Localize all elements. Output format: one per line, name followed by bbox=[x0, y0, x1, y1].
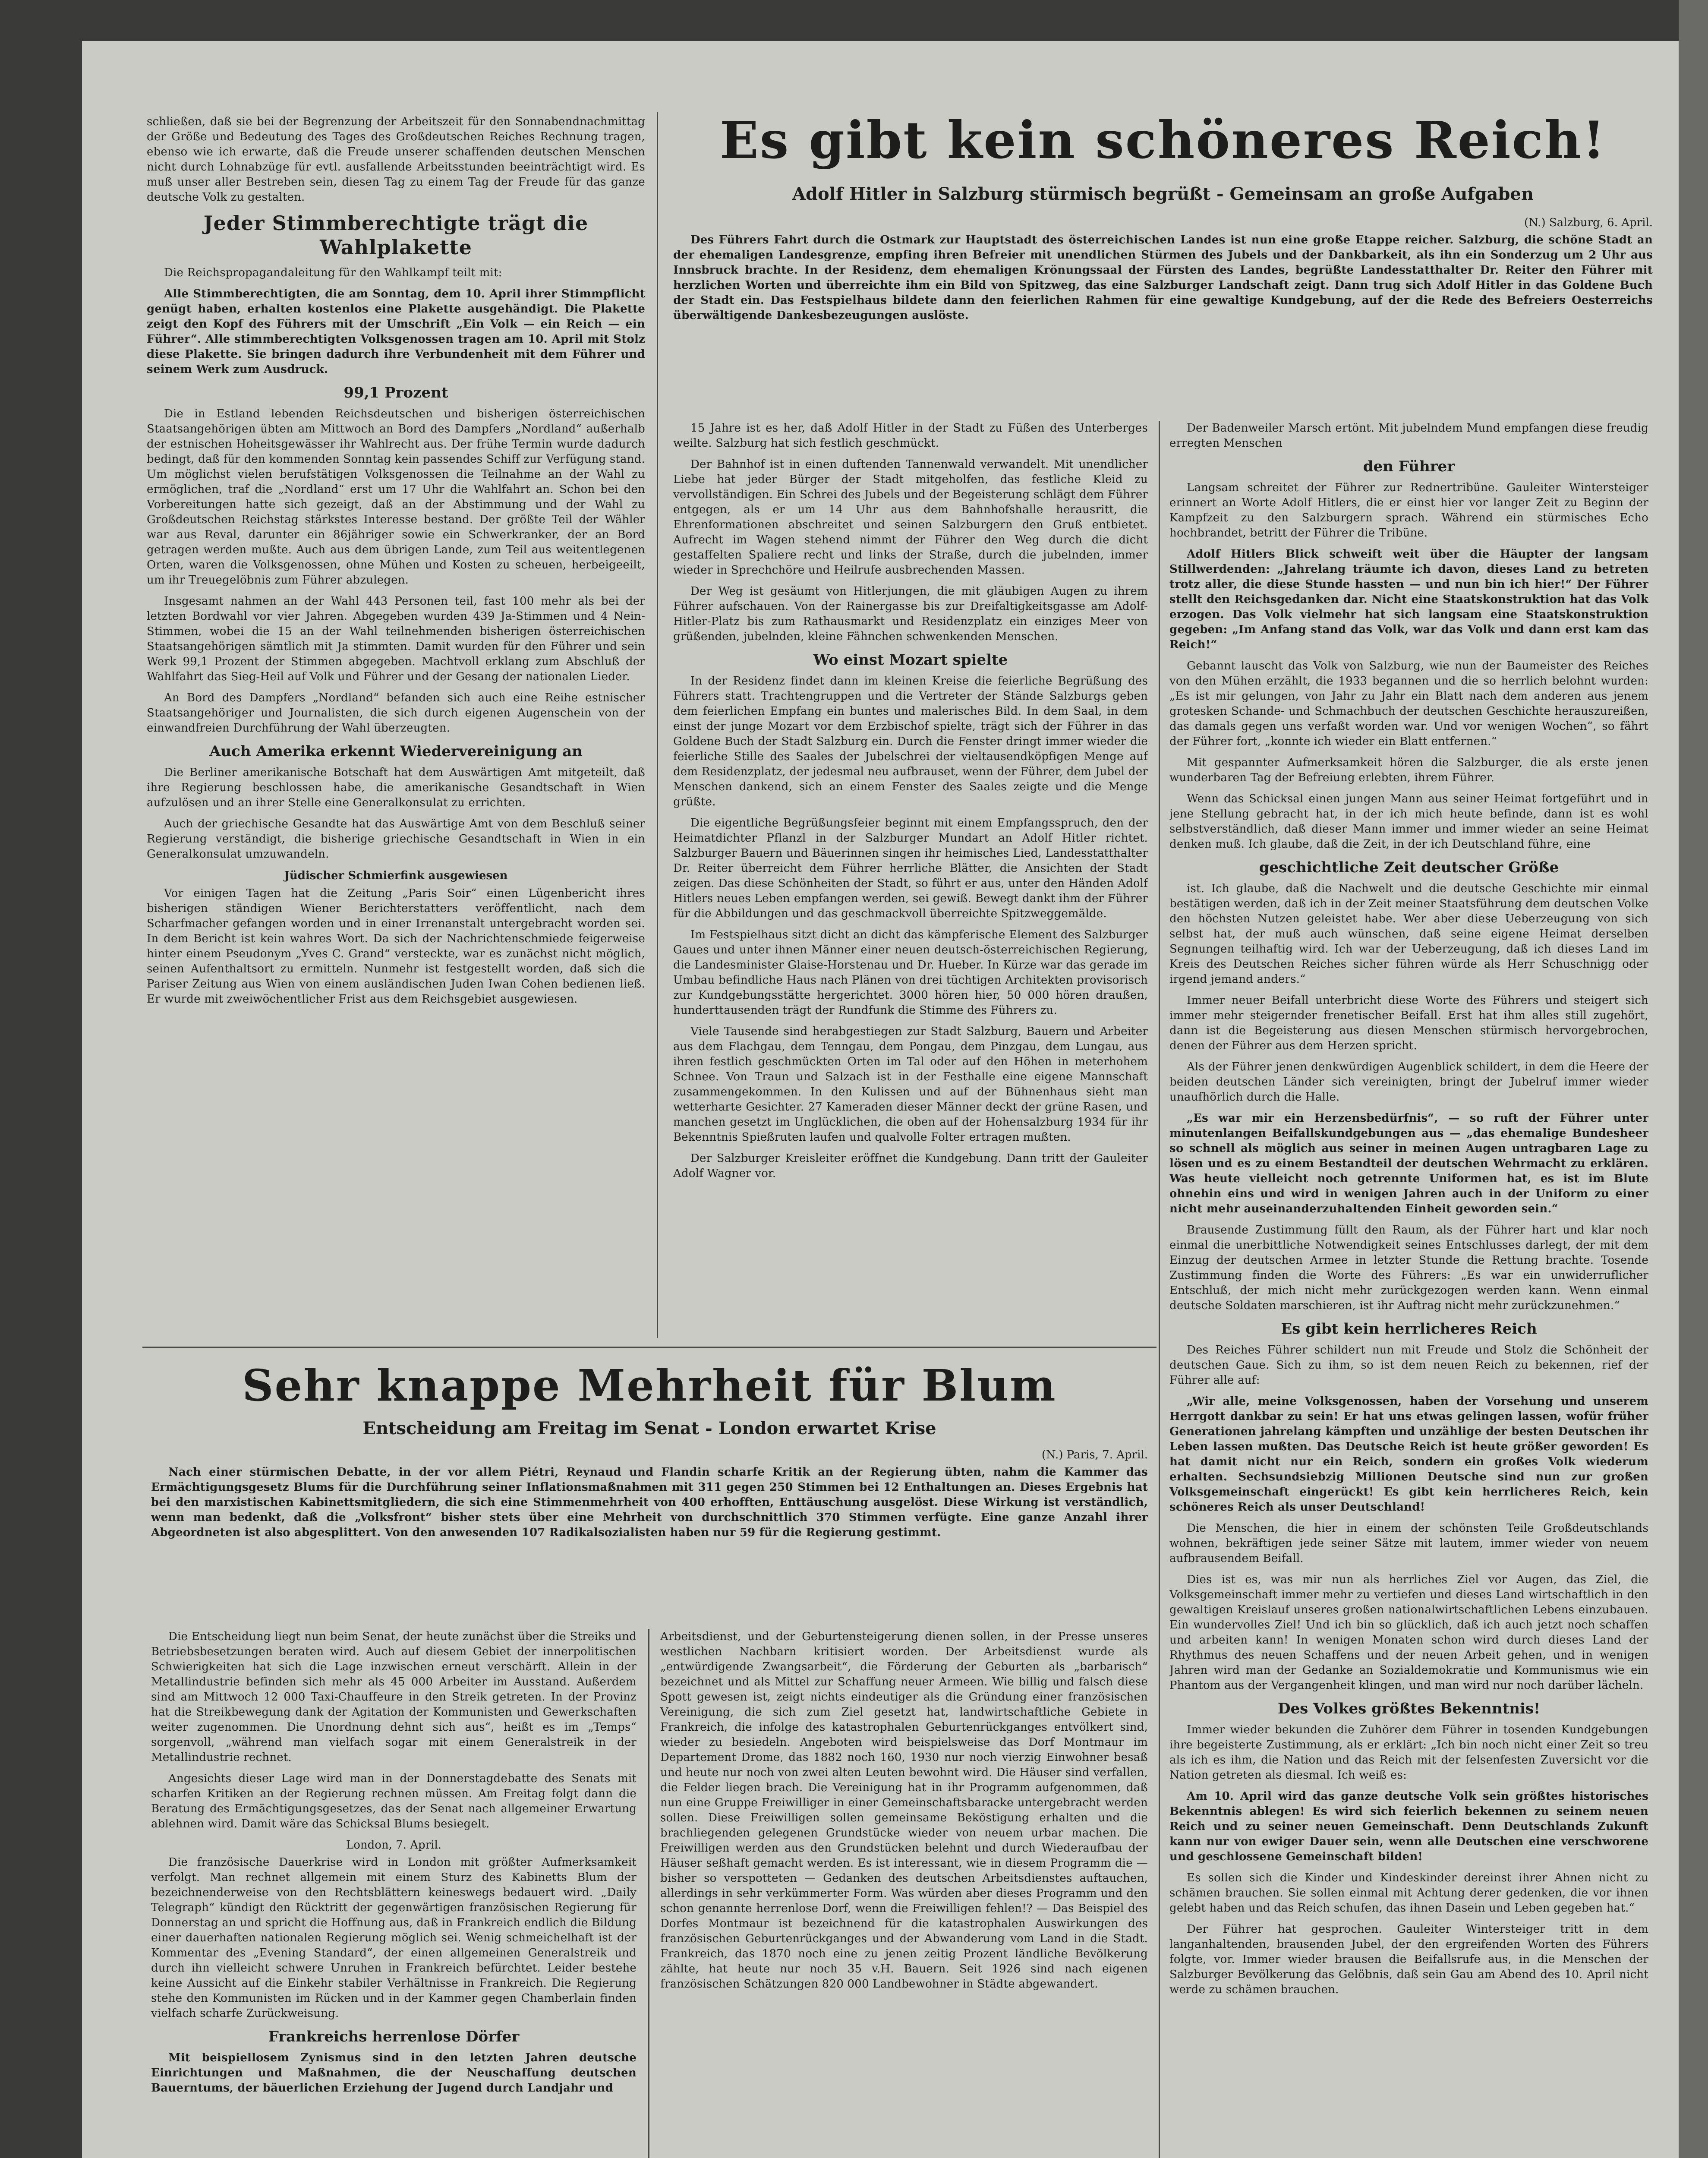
main-headline: Es gibt kein schöneres Reich! bbox=[719, 110, 1607, 170]
headline-amerika: Auch Amerika erkennt Wiedervereinigung an bbox=[209, 743, 583, 760]
main-c2-p9: Als der Führer jenen denkwürdigen Augenblick schildert, in dem die Heere der beiden deutschen Länder sich vereinigten, bringt der Jubelruf immer wieder unaufhörlich durch die Halle. bbox=[1169, 1060, 1648, 1104]
headline-mozart: Wo einst Mozart spielte bbox=[813, 651, 1008, 669]
main-c2-p1: Der Badenweiler Marsch ertönt. Mit jubelndem Mund empfangen diese freudig erregten Menschen bbox=[1169, 422, 1648, 450]
main-c2-p2: Langsam schreitet der Führer zur Rednertribüne. Gauleiter Wintersteiger erinnert an Worte Adolf Hitlers, die er einst hier vor langer Zeit zu Beginn der Kampfzeit zu den Salzburgern sprach. Während ein stürmisches Echo hochbrandet, betritt der Führer die Tribüne. bbox=[1169, 481, 1648, 540]
blum-lead-paragraph: Nach einer stürmischen Debatte, in der vor allem Piétri, Reynaud und Flandin scharfe Kritik an der Regierung übten, nahm die Kammer das Ermächtigungsgesetz Blums für die Durchführung seiner Inflationsmaßnahmen mit 311 gegen 250 Stimmen bei 12 Enthaltungen an. Dieses Ergebnis hat bei den marxistischen Kabinettsmitgliedern, die sich eine Stimmenmehrheit von 400 erhofften, Enttäuschung ausgelöst. Diese Wirkung ist verständlich, wenn man bedenkt, daß die „Volksfront“ bisher stets über eine Mehrheit von durchschnittlich 370 Stimmen verfügte. Eine ganze Anzahl ihrer Abgeordneten ist also abgesplittert. Von den anwesenden 107 Radikalsozialisten haben nur 59 für die Regierung gestimmt. bbox=[151, 1466, 1148, 1539]
main-c1-p5: Die eigentliche Begrüßungsfeier beginnt mit einem Empfangsspruch, den der Heimatdichter Pflanzl in der Salzburger Mundart an Adolf Hitler richtet. Salzburger Bauern und Bäuerinnen singen ihr heimisches Lied, Landesstatthalter Dr. Reiter überreicht dem Führer herrliche Blätter, die Ansichten der Stadt zeigen. Das diese Schönheiten der Stadt, so führt er aus, unter den Händen Adolf Hitlers neues Leben empfangen werden, sei gewiß. Bewegt dankt ihm der Führer für die Abbildungen und das geschmackvoll überreichte Spitzweggemälde. bbox=[673, 817, 1148, 920]
estland-paragraph-3: An Bord des Dampfers „Nordland“ befanden sich auch eine Reihe estnischer Staatsangehöriger und Journalisten, die sich durch eigenen Augenschein von der einwandfreien Durchführung der Wahl überzeugten. bbox=[147, 691, 645, 735]
main-c2-p3: Adolf Hitlers Blick schweift weit über die Häupter der langsam Stillwerdenden: „Jahrelang träumte ich davon, dieses Land zu betreten trotz aller, die diese Stunde hassten — und nun bin ich hier!“ Der Führer stellt den Reichsgedanken dar. Nicht eine Staatskonstruktion hat das Volk erzogen. Das Volk vielmehr hat sich langsam eine Staatskonstruktion gegeben: „Im Anfang stand das Volk, war das Volk und dann erst kam das Reich!“ bbox=[1169, 548, 1648, 651]
main-c2-p8: Immer neuer Beifall unterbricht diese Worte des Führers und steigert sich immer mehr steigernder frenetischer Beifall. Erst hat ihm alles still zugehört, dann ist die Begeisterung aus diesen Menschen stürmisch hervorgebrochen, denen der Führer aus dem Herzen spricht. bbox=[1169, 994, 1648, 1052]
main-column-2 bbox=[1169, 421, 1648, 2158]
main-dateline: (N.) Salzburg, 6. April. bbox=[1524, 216, 1653, 229]
main-c1-p7: Viele Tausende sind herabgestiegen zur Stadt Salzburg, Bauern und Arbeiter aus dem Flachgau, dem Tenngau, dem Pongau, dem Pinzgau, dem Lungau, aus ihren festlich geschmückten Orten im Tal oder auf den Höhen in meterhohem Schnee. Von Traun und Salzach ist in der Festhalle eine eigene Mannschaft zusammengekommen. In den Kulissen und auf der Bühnenhaus sieht man wetterharte Gesichter. 27 Kameraden dieser Männer deckt der grüne Rasen, und manchen gesetzt im Unglücklichen, die oben auf der Hohensalzburg 1934 für ihr Bekenntnis Spießruten laufen und qualvolle Folter ertragen mußten. bbox=[673, 1025, 1148, 1144]
page-edge bbox=[1679, 0, 1708, 2158]
headline-groesstes-bekenntnis: Des Volkes größtes Bekenntnis! bbox=[1277, 1700, 1541, 1717]
main-c2-p13: „Wir alle, meine Volksgenossen, haben der Vorsehung und unserem Herrgott dankbar zu sein! Er hat uns etwas gelingen lassen, wofür früher Generationen jahrelang kämpften und unzählige der besten Deutschen ihr Leben lassen mußten. Das Deutsche Reich ist heute größer geworden! Es hat damit nicht nur ein Reich, sondern ein großes Volk wiederum erhalten. Sechsundsiebzig Millionen Deutsche sind nun zur großen Volksgemeinschaft eingerückt! Es gibt kein herrlicheres Reich, kein schöneres Reich als unser Deutschland! bbox=[1169, 1395, 1648, 1514]
main-c2-p16: Immer wieder bekunden die Zuhörer dem Führer in tosenden Kundgebungen ihre begeisterte Zustimmung, als er erklärt: „Ich bin noch nicht einer Zeit so treu als ich es ihm, die Nation und das Reich mit der felsenfesten Zuversicht vor die Nation getreten als diesmal. Ich weiß es: bbox=[1169, 1723, 1648, 1782]
amerika-paragraph-2: Auch der griechische Gesandte hat das Auswärtige Amt von dem Beschluß seiner Regierung verständigt, die bisherige griechische Gesandtschaft in Wien in ein Generalkonsulat umzuwandeln. bbox=[147, 817, 645, 861]
blum-c1-p2: Angesichts dieser Lage wird man in der Donnerstagdebatte des Senats mit scharfen Kritiken an der Regierung rechnen müssen. Am Freitag folgt dann die Beratung des Ermächtigungsgesetzes, das der Senat nach allgemeiner Erwartung ablehnen wird. Damit wäre das Schicksal Blums besiegelt. bbox=[151, 1772, 637, 1830]
column-rule-main bbox=[1159, 421, 1160, 2158]
main-column-1 bbox=[673, 421, 1148, 1340]
wahlplakette-body: Alle Stimmberechtigten, die am Sonntag, dem 10. April ihrer Stimmpflicht genügt haben, erhalten kostenlos eine Plakette ausgehändigt. Die Plakette zeigt den Kopf des Führers mit der Umschrift „Ein Volk — ein Reich — ein Führer“. Alle stimmberechtigten Volksgenossen tragen am 10. April mit Stolz diese Plakette. Sie bringen dadurch ihre Verbundenheit mit dem Führer und seinem Werk zum Ausdruck. bbox=[147, 287, 645, 376]
blum-c2-p1: Arbeitsdienst, und der Geburtensteigerung dienen sollen, in der Presse unseres westlichen Nachbarn kritisiert worden. Der Arbeitsdienst wurde als „entwürdigende Zwangsarbeit“, die Förderung der Geburten als „barbarisch“ bezeichnet und als Mittel zur Schaffung neuer Armeen. Wie billig und falsch diese Spott gewesen ist, zeigt nichts eindeutiger als die Gründung einer französischen Vereinigung, die sich zum Ziel gesetzt hat, landwirtschaftliche Gebiete in Frankreich, die infolge des katastrophalen Geburtenrückganges entvölkert sind, wieder zu besiedeln. Angeboten wird beispielsweise das Dorf Montmaur im Departement Drome, das 1882 noch 160, 1930 nur noch vierzig Einwohner besaß und heute nur noch von zwei alten Leuten bewohnt wird. Die Häuser sind verfallen, die Felder liegen brach. Die Vereinigung hat in ihr Programm aufgenommen, daß nun eine Gruppe Freiwilliger in einer Gemeinschaftsbaracke untergebracht werden sollen. Diese Freiwilligen sollen gemeinsame Beköstigung erhalten und die brachliegenden gelegenen Grundstücke wieder von neuem urbar machen. Die Freiwilligen werden aus den Grundstücken belehnt und durch Wiederaufbau der Häuser seßhaft gemacht werden. Es ist interessant, wie in diesem Programm die — bisher so verspotteten — Gedanken des deutschen Arbeitsdienstes auftauchen, allerdings in sehr verkümmerter Form. Was würden aber dieses Programm und den schon genannte herrenlose Dorf, wenn die Freiwilligen fehlen!? — Das Beispiel des Dorfes Montmaur ist bezeichnend für die katastrophalen Auswirkungen des französischen Geburtenrückganges und der Abwanderung vom Land in die Stadt. Frankreich, das 1870 noch eine zu jenen zeitig Prozent ländliche Bevölkerung zählte, hat heute nur noch 35 v.H. Bauern. Seit 1926 sind nach eigenen französischen Schätzungen 820 000 Landbewohner in Städte abgewandert. bbox=[660, 1630, 1148, 1991]
headline-schmierfink: Jüdischer Schmierfink ausgewiesen bbox=[284, 869, 508, 882]
blum-lead-block bbox=[151, 1446, 1148, 1627]
blum-c1-p1: Die Entscheidung liegt nun beim Senat, der heute zunächst über die Streiks und Betriebsbesetzungen beraten wird. Auch auf diesem Gebiet der innerpolitischen Schwierigkeiten hat sich die Lage inzwischen erneut verschärft. Allein in der Metallindustrie befinden sich mehr als 45 000 Arbeiter im Ausstand. Außerdem sind am Mittwoch 12 000 Taxi-Chauffeure in den Streik getreten. In der Provinz hat die Streikbewegung dank der Agitation der Kommunisten und Gewerkschaften weiter zugenommen. Die Unordnung dehnt sich aus“, heißt es im „Temps“ sorgenvoll, „während man vielfach sogar mit einem Generalstreik in der Metallindustrie rechnet. bbox=[151, 1630, 637, 1764]
section-rule bbox=[142, 1347, 1157, 1348]
blum-column-1 bbox=[151, 1629, 637, 2158]
newspaper-page bbox=[82, 41, 1679, 2158]
headline-wahlplakette: Jeder Stimmberechtigte trägt die Wahlplakette bbox=[203, 211, 589, 259]
column-rule-blum bbox=[648, 1629, 649, 2158]
main-c2-p12: Des Reiches Führer schildert nun mit Freude und Stolz die Schönheit der deutschen Gaue. Sich zu ihm, so ist dem neuen Reich zu bekennen, rief der Führer alle auf: bbox=[1169, 1344, 1648, 1387]
blum-dateline: (N.) Paris, 7. April. bbox=[1041, 1448, 1148, 1461]
main-subheadline: Adolf Hitler in Salzburg stürmisch begrüßt - Gemeinsam an große Aufgaben bbox=[792, 184, 1534, 204]
main-c2-p11: Brausende Zustimmung füllt den Raum, als der Führer hart und klar noch einmal die unerbittliche Notwendigkeit seines Entschlusses darlegt, der mit dem Einzug der deutschen Armee in letzter Stunde die Rettung brachte. Tosende Zustimmung finden die Worte des Führers: „Es war ein unwiderruflicher Entschluß, der mich nicht mehr zurückgezogen werden kann. Wenn einmal deutsche Soldaten marschieren, ist ihr Auftrag nicht mehr zurückzunehmen.“ bbox=[1169, 1224, 1648, 1312]
main-c2-p5: Mit gespannter Aufmerksamkeit hören die Salzburger, die als erste jenen wunderbaren Tag der Befreiung erlebten, ihrem Führer. bbox=[1169, 756, 1648, 784]
blum-headline: Sehr knappe Mehrheit für Blum bbox=[242, 1360, 1057, 1411]
intro-paragraph: schließen, daß sie bei der Begrenzung der Arbeitszeit für den Sonnabendnachmittag der Größe und Bedeutung des Tages des Großdeutschen Reiches Rechnung tragen, ebenso wie ich erwarte, daß die Freude unserer schaffenden deutschen Menschen nicht durch Lohnabzüge für evtl. ausfallende Arbeitsstunden beeinträchtigt wird. Es muß unser aller Bestreben sein, diesen Tag zu einem Tag der Freude für das ganze deutsche Volk zu gestalten. bbox=[147, 115, 645, 204]
blum-subheadline: Entscheidung am Freitag im Senat - London erwartet Krise bbox=[362, 1418, 936, 1439]
main-c2-p4: Gebannt lauscht das Volk von Salzburg, wie nun der Baumeister des Reiches von den Mühen erzählt, die 1933 begannen und die so herrlich belohnt wurden: „Es ist mir gelungen, von Jahr zu Jahr ein Blatt nach dem anderen aus jenem grotesken Schande- und Schmachbuch der deutschen Geschichte herauszureißen, das damals gegen uns verfaßt worden war. Und vor wenigen Wochen“, so fährt der Führer fort, „konnte ich wieder ein Blatt entfernen.“ bbox=[1169, 659, 1648, 748]
blum-c1-p4: Mit beispiellosem Zynismus sind in den letzten Jahren deutsche Einrichtungen und Maßnahmen, die der Neuschaffung deutschen Bauerntums, der bäuerlichen Erziehung der Jugend durch Landjahr und bbox=[151, 2051, 637, 2095]
amerika-paragraph-1: Die Berliner amerikanische Botschaft hat dem Auswärtigen Amt mitgeteilt, daß ihre Regierung beschlossen habe, die amerikanische Gesandtschaft in Wien aufzulösen und an ihrer Stelle eine Generalkonsulat zu errichten. bbox=[147, 766, 645, 809]
headline-geschichtliche-zeit: geschichtliche Zeit deutscher Größe bbox=[1259, 859, 1559, 876]
headline-herrenlose-doerfer: Frankreichs herrenlose Dörfer bbox=[268, 2028, 520, 2045]
main-c2-p14: Die Menschen, die hier in einem der schönsten Teile Großdeutschlands wohnen, bekräftigen jede seiner Sätze mit lautem, immer wieder von neuem aufbrausendem Beifall. bbox=[1169, 1522, 1648, 1565]
main-c2-p19: Der Führer hat gesprochen. Gauleiter Wintersteiger tritt in dem langanhaltenden, brausenden Jubel, der den ergreifenden Worten des Führers folgte, vor. Immer wieder brausen die Beifallsrufe aus, in die Menschen der Salzburger Bevölkerung das Gelöbnis, daß sein Gau am Abend des 10. April nicht werde zu schämen brauchen. bbox=[1169, 1923, 1648, 1996]
main-lead-paragraph: Des Führers Fahrt durch die Ostmark zur Hauptstadt des österreichischen Landes ist nun eine große Etappe reicher. Salzburg, die schöne Stadt an der ehemaligen Landesgrenze, empfing ihren Befreier mit unendlichen Stürmen des Jubels und der Dankbarkeit, als ihn ein Sonderzug um 2 Uhr aus Innsbruck brachte. In der Residenz, dem ehemaligen Krönungssaal der Fürsten des Landes, begrüßte Landesstatthalter Dr. Reiter den Führer mit herzlichen Worten und überreichte ihm ein Bild von Spitzweg, das eine Salzburger Landschaft zeigt. Dann trug sich Adolf Hitler in das Goldene Buch der Stadt ein. Das Festspielhaus bildete dann den feierlichen Rahmen für eine gewaltige Kundgebung, auf der die Rede des Befreiers Oesterreichs überwältigende Dankesbezeugungen auslöste. bbox=[673, 233, 1653, 322]
main-c1-p4: In der Residenz findet dann im kleinen Kreise die feierliche Begrüßung des Führers statt. Trachtengruppen und die Vertreter der Stände Salzburgs geben dem feierlichen Empfang ein buntes und malerisches Bild. In dem Saal, in dem einst der junge Mozart vor dem Erzbischof spielte, trägt sich der Führer in das Goldene Buch der Stadt Salzburg ein. Durch die Fenster dringt immer wieder die feierliche Stille des Saales der Jubelschrei der vieltausendköpfigen Menge auf dem Residenzplatz, der jedesmal neu aufbrauset, wenn der Führer, dem Jubel der Menschen dankend, sich an einem Fenster des Saales zeigte und die Menge grüßte. bbox=[673, 675, 1148, 808]
main-c2-p18: Es sollen sich die Kinder und Kindeskinder dereinst ihrer Ahnen nicht zu schämen brauchen. Sie sollen einmal mit Achtung derer gedenken, die vor ihnen gelebt haben und das Reich schufen, das ihnen Dasein und Leben gegeben hat.“ bbox=[1169, 1871, 1648, 1915]
main-c2-p15: Dies ist es, was mir nun als herrliches Ziel vor Augen, das Ziel, die Volksgemeinschaft immer mehr zu vertiefen und dieses Land wirtschaftlich in den gewaltigen Kreislauf unseres großen nationalwirtschaftlichen Lebens einzubauen. Ein wundervolles Ziel! Und ich bin so glücklich, daß ich auch jetzt noch schaffen und arbeiten kann! In wenigen Monaten schon wird durch dieses Land der Rhythmus des neuen Schaffens und der neuen Arbeit gehen, und in wenigen Jahren wird man der Gedanke an Sozialdemokratie und Kommunismus wie ein Phantom aus der Vergangenheit klingen, und man wird nur noch darüber lächeln. bbox=[1169, 1573, 1648, 1692]
wahlplakette-intro: Die Reichspropagandaleitung für den Wahlkampf teilt mit: bbox=[164, 266, 502, 279]
column-rule-left bbox=[657, 112, 658, 1338]
headline-991-prozent: 99,1 Prozent bbox=[343, 384, 448, 401]
blum-column-2 bbox=[660, 1629, 1148, 2158]
main-c1-p1: 15 Jahre ist es her, daß Adolf Hitler in der Stadt zu Füßen des Unterberges weilte. Salzburg hat sich festlich geschmückt. bbox=[673, 422, 1148, 450]
left-column bbox=[147, 114, 645, 1349]
main-c2-p17: Am 10. April wird das ganze deutsche Volk sein größtes historisches Bekenntnis ablegen! Es wird sich feierlich bekennen zu seinem neuen Reich und zu seiner neuen Gemeinschaft. Denn Deutschlands Zukunft kann nur von ewiger Dauer sein, wenn alle Deutschen eine verschworene und geschlossene Gemeinschaft bilden! bbox=[1169, 1790, 1648, 1863]
estland-paragraph-1: Die in Estland lebenden Reichsdeutschen und bisherigen österreichischen Staatsangehörigen übten am Mittwoch an Bord des Dampfers „Nordland“ außerhalb der estnischen Hoheitsgewässer ihr Wahlrecht aus. Der frühe Termin wurde dadurch bedingt, daß für den kommenden Sonntag kein passendes Schiff zur Verfügung stand. Um möglichst vielen berufstätigen Volksgenossen die Teilnahme an der Wahl zu ermöglichen, traf die „Nordland“ erst um 17 Uhr die Wahlfahrt an. Schon bei den Vorbereitungen hatte sich gezeigt, daß an der Abstimmung und der Wahl zu Großdeutschen Reichstag stärkstes Interesse bestand. Der größte Teil der Wähler war aus Reval, darunter ein 86jähriger sowie ein Schwerkranker, der an Bord getragen werden mußte. Auch aus dem übrigen Lande, zum Teil aus weitentlegenen Orten, waren die Volksgenossen, ohne Mühen und Kosten zu scheuen, herbeigeeilt, um ihr Treuegelöbnis zum Führer abzulegen. bbox=[147, 407, 645, 587]
main-c2-p7: ist. Ich glaube, daß die Nachwelt und die deutsche Geschichte mir einmal bestätigen werden, daß ich in der Zeit meiner Staatsführung dem deutschen Volke den höchsten Nutzen geleistet habe. Wer aber diese Ueberzeugung von sich selbst hat, der muß auch wünschen, daß seine eigene Heimat derselben Segnungen teilhaftig wird. Ich war der Ueberzeugung, daß ich dieses Land im Kreis des Deutschen Reiches sicher führen würde als Herr Schuschnigg oder irgend jemand anders.“ bbox=[1169, 882, 1648, 986]
blum-c1-p3: Die französische Dauerkrise wird in London mit größter Aufmerksamkeit verfolgt. Man rechnet allgemein mit einem Sturz des Kabinetts Blum der bezeichnenderweise von den Rechtsblättern keineswegs bedauert wird. „Daily Telegraph“ kündigt den Rücktritt der gegenwärtigen französischen Regierung für Donnerstag an und spricht die Hoffnung aus, daß in Frankreich endlich die Bildung einer dauerhaften nationalen Regierung möglich sei. Wenig schmeichelhaft ist der Kommentar des „Evening Standard“, der einen allgemeinen Generalstreik und durch ihn vielleicht schwere Unruhen in Frankreich befürchtet. Leider bestehe keine Aussicht auf die Einkehr stabiler Verhältnisse in Frankreich. Die Regierung stehe den Kommunisten im Rücken und in der Kammer gegen Chamberlain finden vielfach scharfe Zurückweisung. bbox=[151, 1856, 637, 2020]
main-c1-p3: Der Weg ist gesäumt von Hitlerjungen, die mit gläubigen Augen zu ihrem Führer aufschauen. Von der Rainergasse bis zur Dreifaltigkeitsgasse am Adolf-Hitler-Platz bis zum Rathausmarkt und Residenzplatz ein einziges Meer von grüßenden, jubelnden, kleine Fähnchen schwenkenden Menschen. bbox=[673, 585, 1148, 643]
main-c2-p10: „Es war mir ein Herzensbedürfnis“, — so ruft der Führer unter minutenlangen Beifallskundgebungen aus — „das ehemalige Bundesheer so schnell als möglich aus seiner in meinen Augen untragbaren Lage zu lösen und es zu einem Bestandteil der deutschen Wehrmacht zu erklären. Was heute vielleicht noch getrennte Uniformen hat, es ist im Blute ohnehin eins und wird in wenigen Jahren auch in der Uniform zu einer nicht mehr auseinanderzuhaltenden Einheit geworden sein.“ bbox=[1169, 1112, 1648, 1215]
main-c1-p2: Der Bahnhof ist in einen duftenden Tannenwald verwandelt. Mit unendlicher Liebe hat jeder Bürger der Stadt mitgeholfen, das festliche Kleid zu vervollständigen. Ein Schrei des Jubels und der Begeisterung schlägt dem Führer entgegen, als er um 14 Uhr aus dem Bahnhofshalle herausritt, die Ehrenformationen abschreitet und seinen Salzburgern den Gruß entbietet. Aufrecht im Wagen stehend nimmt der Führer den Weg durch die dicht gestaffelten Spaliere recht und links der Straße, durch die jubelnden, immer wieder in Sprechchöre und Heilrufe ausbrechenden Massen. bbox=[673, 458, 1148, 577]
headline-herrlicheres-reich: Es gibt kein herrlicheres Reich bbox=[1281, 1320, 1537, 1338]
main-c2-p6: Wenn das Schicksal einen jungen Mann aus seiner Heimat fortgeführt und in jene Stellung gebracht hat, in der ich mich heute befinde, dann ist es wohl selbstverständlich, daß dieser Mann immer und immer wieder an seine Heimat denken muß. Ich glaube, daß die Zeit, in der ich Deutschland führe, eine bbox=[1169, 792, 1648, 851]
main-lead-block bbox=[673, 214, 1653, 421]
schmierfink-paragraph: Vor einigen Tagen hat die Zeitung „Paris Soir“ einen Lügenbericht ihres bisherigen ständigen Wiener Berichterstatters veröffentlicht, nach dem Scharfmacher gefangen worden und in einer Irrenanstalt untergebracht worden sei. In dem Bericht ist kein wahres Wort. Da sich der Nachrichtenschmiede feigerweise hinter einem Pseudonym „Yves C. Grand“ versteckte, war es zunächst nicht möglich, seinen Aufenthaltsort zu ermitteln. Nunmehr ist festgestellt worden, daß sich die Pariser Zeitung aus Wien von einem ausländischen Juden Iwan Cohen bedienen ließ. Er wurde mit zweiwöchentlicher Frist aus dem Reichsgebiet ausgewiesen. bbox=[147, 887, 645, 1006]
blum-dateline-london: London, 7. April. bbox=[346, 1839, 442, 1852]
main-c1-p8: Der Salzburger Kreisleiter eröffnet die Kundgebung. Dann tritt der Gauleiter Adolf Wagner vor. bbox=[673, 1152, 1148, 1180]
main-c1-p6: Im Festspielhaus sitzt dicht an dicht das kämpferische Element des Salzburger Gaues und unter ihnen Männer einer neuen deutsch-österreichischen Regierung, die Landesminister Glaise-Horstenau und Dr. Hueber. In Kürze war das gerade im Umbau befindliche Haus nach Plänen von drei tüchtigen Architekten provisorisch zur Kundgebungsstätte hergerichtet. 3000 hören hier, 50 000 hören draußen, hunderttausenden trägt der Rundfunk die Stimme des Führers zu. bbox=[673, 928, 1148, 1017]
estland-paragraph-2: Insgesamt nahmen an der Wahl 443 Personen teil, fast 100 mehr als bei der letzten Bordwahl vor vier Jahren. Abgegeben wurden 439 Ja-Stimmen und 4 Nein-Stimmen, wobei die 15 an der Wahl teilnehmenden bisherigen österreichischen Staatsangehörigen sämtlich mit Ja stimmten. Damit wurden für den Führer und sein Werk 99,1 Prozent der Stimmen abgegeben. Machtvoll erklang zum Abschluß der Wahlfahrt das Sieg-Heil auf Volk und Führer und der Gesang der nationalen Lieder. bbox=[147, 595, 645, 683]
headline-den-fuehrer: den Führer bbox=[1363, 458, 1455, 475]
